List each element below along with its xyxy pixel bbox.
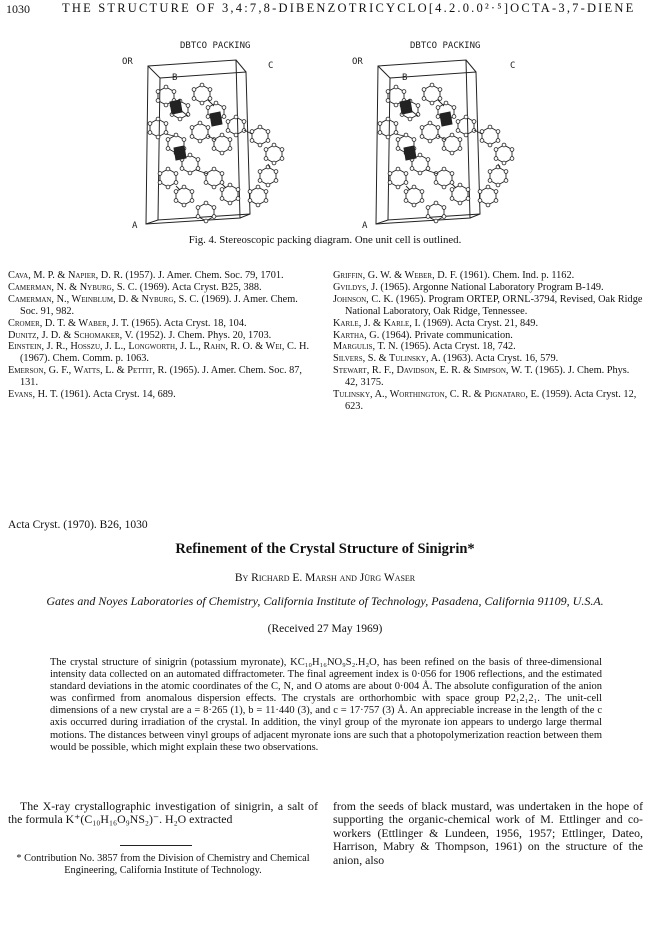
abstract: The crystal structure of sinigrin (potassium myronate), KC₁₀H₁₆NO₉S₂.H₂O, has been refined on the basis of three-dimensional intensity data collected on an automated diffractometer. The final agreement index is 0·056 for 1906 reflections, and the estimated standard deviations in the atomic coordinates of the C, N, and O atoms are about 0·004 Å. The absolute configuration of the anion was confirmed from anomalous dispersion effects. The crystals are orthorhombic with space group P2₁2₁2₁. The unit-cell dimensions of a new crystal are a = 8·265 (1), b = 11·440 (3), and c = 17·757 (3) Å. An appreciable increase in the length of the c axis occurred during irradiation of the crystal. In addition, the vinyl group of the myronate ion appears to undergo large thermal motions. The distances between vinyl groups of adjacent myronate ions are such that a photopolymerization reaction between them would be possible, which might explain these two observations.: [50, 657, 602, 753]
references-right-column: [333, 270, 643, 413]
reference-source: Acta Cryst. 16, 579.: [473, 353, 559, 365]
reference-source: J. Amer. Chem. Soc. 79, 1701.: [155, 270, 284, 281]
reference-source: Acta Cryst. B25, 388.: [169, 281, 262, 293]
reference-item: [333, 270, 643, 282]
reference-source: Acta Cryst. 18, 104.: [161, 317, 247, 329]
reference-item: [8, 318, 312, 330]
reference-source: J. Chem. Phys. 42, 3175.: [345, 365, 630, 389]
body-column-right: [333, 800, 643, 867]
stereo-packing-figure: [118, 36, 548, 231]
reference-item: [333, 282, 643, 294]
body-paragraph: The X-ray crystallographic investigation of sinigrin, a salt of the formula K⁺(C₁₀H₁₆O₉NS₂)⁻. H₂O extracted: [8, 799, 318, 827]
received-date: (Received 27 May 1969): [267, 623, 383, 635]
right-label-c: C: [510, 61, 516, 71]
reference-source: Acta Cryst. 12, 623.: [345, 389, 637, 412]
reference-source: Private communication.: [411, 329, 513, 341]
right-label-a: A: [362, 221, 368, 231]
reference-source: Argonne National Laboratory Program B-149.: [410, 281, 604, 293]
reference-authors: Camerman, N. & Nyburg, S. C. (1969).: [8, 281, 170, 293]
left-label-b: B: [172, 73, 178, 83]
left-panel-title: DBTCO PACKING: [180, 41, 251, 51]
footnote-rule: [120, 845, 192, 846]
reference-item: [333, 365, 643, 389]
reference-item: [8, 341, 312, 365]
reference-item: [8, 330, 312, 342]
left-label-c: C: [268, 61, 274, 71]
figure-caption: Fig. 4. Stereoscopic packing diagram. One unit cell is outlined.: [188, 234, 462, 246]
article-title: Refinement of the Crystal Structure of Sinigrin*: [175, 541, 475, 557]
reference-source: Chem. Ind. p. 1162.: [489, 270, 575, 281]
right-label-origin: OR: [352, 57, 363, 67]
reference-source: J. Amer. Chem. Soc. 91, 982.: [20, 293, 298, 317]
reference-source: J. Chem. Phys. 20, 1703.: [165, 329, 272, 341]
reference-source: Acta Cryst. 21, 849.: [453, 317, 539, 329]
reference-item: [333, 294, 643, 318]
reference-authors: Griffin, G. W. & Weber, D. F. (1961).: [333, 270, 490, 281]
figure-drawing: [118, 36, 548, 231]
right-label-b: B: [402, 73, 408, 83]
body-column-left: [8, 800, 318, 827]
reference-source: J. Amer. Chem. Soc. 87, 131.: [20, 365, 303, 389]
reference-authors: Evans, H. T. (1961).: [8, 389, 91, 401]
reference-authors: Cava, M. P. & Napier, D. R. (1957).: [8, 270, 156, 281]
reference-authors: Camerman, N., Weinblum, D. & Nyburg, S. C. (1969).: [8, 293, 232, 305]
reference-source: Acta Cryst. 18, 742.: [430, 341, 516, 353]
footnote: * Contribution No. 3857 from the Division of Chemistry and Chemical Engineering, California Institute of Technology.: [16, 853, 310, 876]
reference-authors: Tulinsky, A., Worthington, C. R. & Pignataro, E. (1959).: [333, 389, 572, 401]
reference-authors: Karle, J. & Karle, I. (1969).: [333, 317, 454, 329]
page-number: 1030: [6, 2, 30, 16]
reference-authors: Einstein, J. R., Hosszu, J. L., Longworth, J. L., Rahn, R. O. & Wei, C. H. (1967).: [8, 341, 310, 365]
reference-authors: Cromer, D. T. & Waber, J. T. (1965).: [8, 317, 162, 329]
reference-item: [333, 341, 643, 353]
reference-item: [8, 282, 312, 294]
reference-item: [333, 318, 643, 330]
reference-item: [333, 330, 643, 342]
reference-source: Program ORTEP, ORNL-3794, Revised, Oak Ridge National Laboratory, Oak Ridge, Tennessee.: [345, 293, 643, 317]
reference-authors: Dunitz, J. D. & Schomaker, V. (1952).: [8, 329, 166, 341]
right-panel-title: DBTCO PACKING: [410, 41, 481, 51]
reference-item: [8, 365, 312, 389]
reference-authors: Gvildys, J. (1965).: [333, 281, 411, 293]
reference-source: Chem. Comm. p. 1063.: [50, 353, 149, 365]
left-label-a: A: [132, 221, 138, 231]
reference-authors: Johnson, C. K. (1965).: [333, 293, 426, 305]
reference-item: [8, 270, 312, 282]
reference-authors: Stewart, R. F., Davidson, E. R. & Simpson, W. T. (1965).: [333, 365, 566, 377]
reference-authors: Silvers, S. & Tulinsky, A. (1963).: [333, 353, 474, 365]
reference-source: Acta Cryst. 14, 689.: [90, 389, 176, 401]
reference-authors: Kartha, G. (1964).: [333, 329, 412, 341]
reference-authors: Emerson, G. F., Watts, L. & Pettit, R. (1965).: [8, 365, 200, 377]
running-title: THE STRUCTURE OF 3,4:7,8-DIBENZOTRICYCLO[4.2.0.0²·⁵]OCTA-3,7-DIENE: [62, 1, 636, 15]
reference-authors: Margulis, T. N. (1965).: [333, 341, 431, 353]
reference-item: [333, 389, 643, 413]
article-authors: By Richard E. Marsh and Jürg Waser: [234, 572, 416, 584]
journal-reference: Acta Cryst. (1970). B26, 1030: [8, 519, 148, 531]
author-affiliation: Gates and Noyes Laboratories of Chemistry, California Institute of Technology, Pasadena, California 91109, U.S.A.: [46, 594, 604, 608]
reference-item: [8, 294, 312, 318]
reference-item: [333, 353, 643, 365]
references-left-column: [8, 270, 312, 401]
reference-item: [8, 389, 312, 401]
body-paragraph-continued: from the seeds of black mustard, was undertaken in the hope of supporting the organic-chemical work of M. Ettlinger and co-workers (Ettlinger & Lundeen, 1956, 1957; Ettlinger, Dateo, Harrison, Mabry & Thompson, 1961) on the structure of the anion, also: [333, 799, 643, 867]
left-label-origin: OR: [122, 57, 133, 67]
